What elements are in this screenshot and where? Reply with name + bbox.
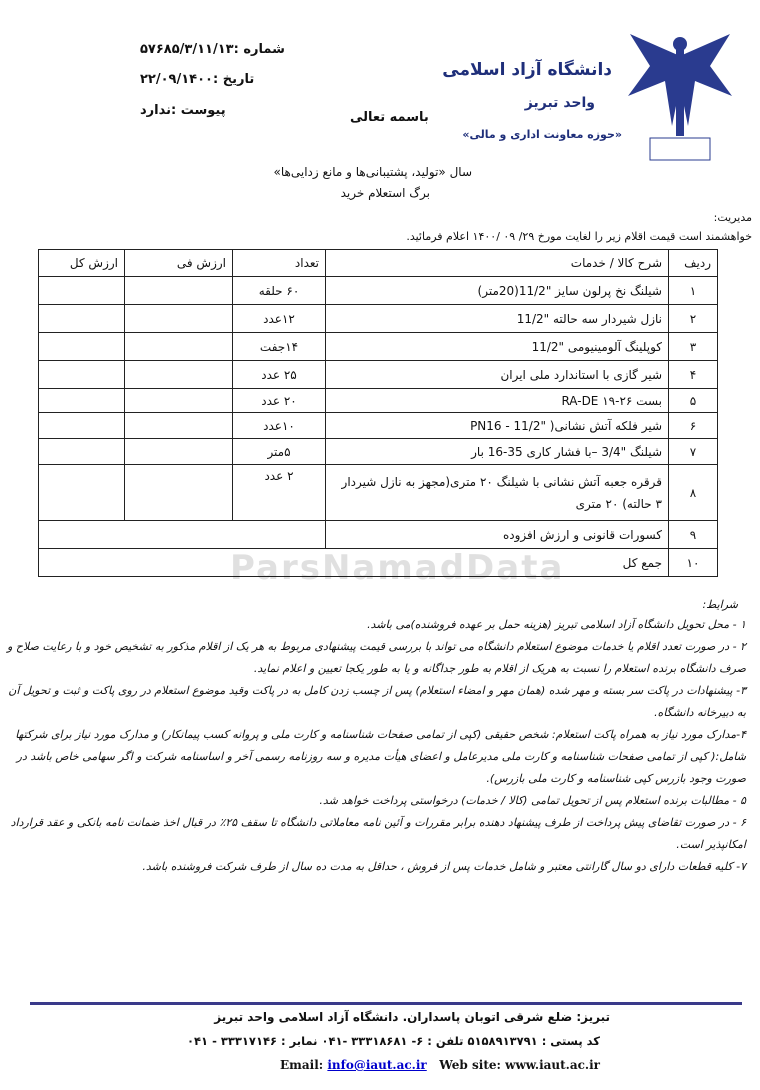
- row-description: کوپلینگ آلومینیومی "11/2: [326, 333, 669, 361]
- unit-name: واحد تبریز: [524, 95, 595, 111]
- email-label: Email:: [280, 1058, 324, 1072]
- table-row: [39, 413, 718, 439]
- row-description: شیر فلکه آتش نشانی( "PN16 - 11/2: [326, 413, 669, 439]
- terms-list: [1, 614, 746, 878]
- letter-date: تاریخ :۲۲/۰۹/۱۴۰۰: [140, 72, 255, 87]
- row-total-price: [39, 439, 125, 465]
- table-row: [39, 333, 718, 361]
- row-quantity: ۲۰ عدد: [233, 389, 326, 413]
- row-no: ۳: [669, 333, 718, 361]
- row-no: ۵: [669, 389, 718, 413]
- attachment: پیوست :ندارد: [140, 103, 226, 118]
- row-description: کسورات قانونی و ارزش افزوده: [326, 521, 669, 549]
- row-no: ۸: [669, 465, 718, 521]
- table-row: [39, 389, 718, 413]
- table-row: [39, 465, 718, 521]
- university-name: دانشگاه آزاد اسلامی: [442, 60, 612, 80]
- row-quantity: ۱۰عدد: [233, 413, 326, 439]
- footer-phones: کد پستی : ۵۱۵۸۹۱۳۷۹۱ تلفن : ۶- ۳۳۳۱۸۶۸۱ -۰۴۱ نمابر : ۳۳۳۱۷۱۴۶ - ۰۴۱: [187, 1034, 600, 1048]
- row-total-price: [39, 305, 125, 333]
- row-no: ۱: [669, 277, 718, 305]
- col-header-row-no: ردیف: [669, 250, 718, 277]
- form-title: برگ استعلام خرید: [340, 186, 430, 200]
- university-logo: [620, 26, 740, 171]
- department-name: «حوزه معاونت اداری و مالی»: [462, 128, 622, 141]
- website-link[interactable]: www.iaut.ac.ir: [505, 1058, 600, 1072]
- letter-number: شماره :۵۷۶۸۵/۳/۱۱/۱۳: [140, 42, 285, 57]
- row-quantity: ۲ عدد: [233, 465, 326, 521]
- row-no: ۹: [669, 521, 718, 549]
- row-description: شیلنگ نخ پرلون سایز "11/2(20متر): [326, 277, 669, 305]
- term-item: ۷- کلیه قطعات دارای دو سال گارانتی معتبر و شامل خدمات پس از فروش ، حداقل به مدت ده سال از طرف شرکت فروشنده باشد.: [142, 860, 746, 873]
- row-quantity: ۱۲عدد: [233, 305, 326, 333]
- term-item: ۴-مدارک مورد نیاز به همراه پاکت استعلام: شخص حقیقی (کپی از تمامی صفحات شناسنامه و کارت ملی و پروانه کسب پیمانکار) و مدارک مورد نیاز برای شرکتها شامل:( کپی از تمامی صفحات شناسنامه و کارت ملی مدیرعامل و اعضای هیأت مدیره و سه روزنامه رسمی آخر و اساسنامه شرکت و اگر سهامی خاص باشد در صورت وجود بازرس کپی شناسنامه و کارت ملی بازرس).: [15, 728, 746, 785]
- row-unit-price: [125, 277, 233, 305]
- row-total-price: [39, 333, 125, 361]
- watermark: ParsNamadData: [230, 548, 565, 588]
- website-label: Web site:: [439, 1058, 501, 1072]
- col-header-description: شرح کالا / خدمات: [326, 250, 669, 277]
- bismillah: باسمه تعالی: [350, 110, 429, 125]
- year-slogan: سال «تولید، پشتیبانی‌ها و مانع زدایی‌ها»: [273, 165, 472, 179]
- row-no: ۲: [669, 305, 718, 333]
- row-description: نازل شیردار سه حالته "11/2: [326, 305, 669, 333]
- management-label: مدیریت:: [713, 211, 752, 224]
- row-description: بست ۲۶-۱۹ RA-DE: [326, 389, 669, 413]
- row-no: ۴: [669, 361, 718, 389]
- row-total-price: [39, 465, 125, 521]
- row-quantity: ۵متر: [233, 439, 326, 465]
- table-row: [39, 305, 718, 333]
- term-item: ۲ - در صورت تعدد اقلام یا خدمات موضوع استعلام دانشگاه می تواند با بررسی قیمت پیشنهادی مربوط به هر یک از اقلام مذکور به تشخیص خود و با رعایت صلاح و صرف دانشگاه برنده استعلام را نسبت به هریک از اقلام به طور جداگانه و یا به طور یکجا تعیین و اعلام نماید.: [7, 640, 746, 675]
- footer-address: تبریز: ضلع شرقی اتوبان پاسداران. دانشگاه آزاد اسلامی واحد تبریز: [214, 1010, 610, 1024]
- row-no: ۷: [669, 439, 718, 465]
- term-item: ۶ - در صورت تقاضای پیش پرداخت از طرف پیشنهاد دهنده برابر مقررات و آئین نامه معاملاتی دانشگاه تا سقف ۲۵٪ در قبال اخذ ضمانت نامه بانکی و عقد قرارداد امکانپذیر است.: [10, 816, 746, 851]
- row-description: جمع کل: [39, 549, 669, 577]
- row-quantity: ۱۴جفت: [233, 333, 326, 361]
- row-value-span: [39, 521, 326, 549]
- terms-title: شرایط:: [702, 598, 738, 611]
- row-no: ۱۰: [669, 549, 718, 577]
- row-total-price: [39, 277, 125, 305]
- row-unit-price: [125, 389, 233, 413]
- table-row: [39, 521, 718, 549]
- row-unit-price: [125, 361, 233, 389]
- row-total-price: [39, 389, 125, 413]
- term-item: ۳- پیشنهادات در پاکت سر بسته و مهر شده (همان مهر و امضاء استعلام) پس از چسب زدن کامل به در پاکت وقید موضوع استعلام در روی پاکت و ثبت و تحویل آن به دبیرخانه دانشگاه.: [8, 684, 746, 719]
- row-unit-price: [125, 439, 233, 465]
- row-description: شیلنگ "3/4 –با فشار کاری 35-16 بار: [326, 439, 669, 465]
- row-total-price: [39, 413, 125, 439]
- table-row: [39, 361, 718, 389]
- row-description: قرقره جعبه آتش نشانی با شیلنگ ۲۰ متری(مجهز به نازل شیردار ۳ حالته) ۲۰ متری: [326, 465, 669, 521]
- table-row: [39, 439, 718, 465]
- row-description: شیر گازی با استاندارد ملی ایران: [326, 361, 669, 389]
- table-header-row: [39, 250, 718, 277]
- row-no: ۶: [669, 413, 718, 439]
- items-table: [38, 249, 718, 577]
- row-unit-price: [125, 333, 233, 361]
- col-header-unit-price: ارزش فی: [125, 250, 233, 277]
- row-total-price: [39, 361, 125, 389]
- request-text: خواهشمند است قیمت اقلام زیر را لغایت مورخ ۲۹/ ۰۹ /۱۴۰۰ اعلام فرمائید.: [406, 230, 752, 243]
- email-link[interactable]: info@iaut.ac.ir: [327, 1058, 427, 1072]
- row-quantity: ۶۰ حلقه: [233, 277, 326, 305]
- row-quantity: ۲۵ عدد: [233, 361, 326, 389]
- row-unit-price: [125, 465, 233, 521]
- footer-contact: [280, 1058, 600, 1072]
- col-header-total-price: ارزش کل: [39, 250, 125, 277]
- footer-divider: [30, 1002, 742, 1005]
- term-item: ۱ - محل تحویل دانشگاه آزاد اسلامی تبریز (هزینه حمل بر عهده فروشنده)می باشد.: [367, 618, 746, 631]
- col-header-quantity: تعداد: [233, 250, 326, 277]
- table-row: [39, 277, 718, 305]
- row-unit-price: [125, 305, 233, 333]
- term-item: ۵ - مطالبات برنده استعلام پس از تحویل تمامی (کالا / خدمات) درخواستی پرداخت خواهد شد.: [319, 794, 746, 807]
- row-unit-price: [125, 413, 233, 439]
